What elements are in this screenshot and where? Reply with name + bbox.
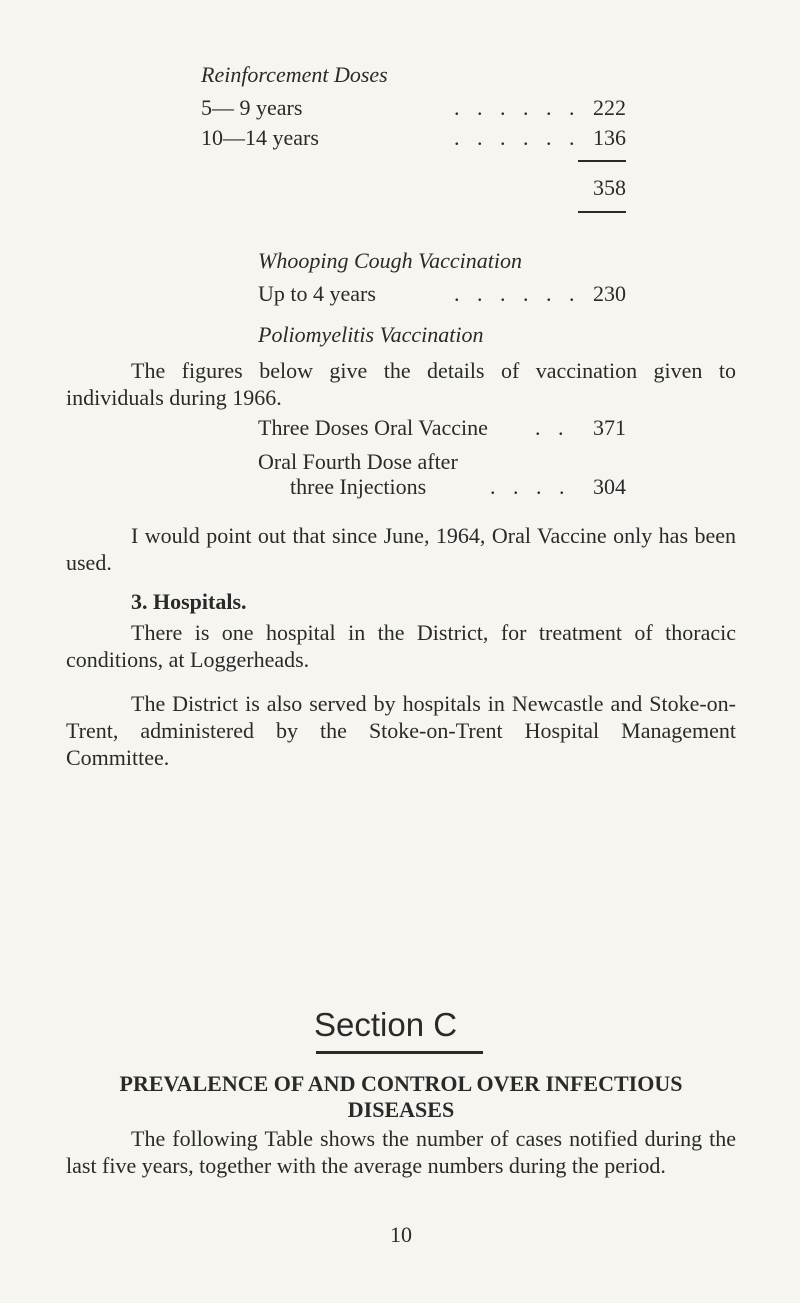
reinforcement-row-label: 5— 9 years <box>201 95 303 120</box>
hospitals-paragraph: The District is also served by hospitals in Newcastle and Stoke-on-Trent, administered by the Stoke-on-Trent Hospital Management Committee. <box>66 691 736 770</box>
reinforcement-row-label: 10—14 years <box>201 125 319 150</box>
polio-note: I would point out that since June, 1964, Oral Vaccine only has been used. <box>66 523 736 575</box>
polio-heading: Poliomyelitis Vaccination <box>258 322 484 347</box>
polio-row-label: Oral Fourth Dose after <box>258 449 458 474</box>
leader-dots: . . . . . . <box>454 95 581 120</box>
reinforcement-heading: Reinforcement Doses <box>201 62 388 87</box>
polio-row-label: Three Doses Oral Vaccine <box>258 415 488 440</box>
leader-dots: . . . . . . <box>454 281 581 306</box>
leader-dots: . . . . <box>490 474 571 499</box>
hospitals-paragraph: There is one hospital in the District, for treatment of thoracic conditions, at Loggerheads. <box>66 620 736 672</box>
leader-dots: . . . . . . <box>454 125 581 150</box>
polio-intro: The figures below give the details of vaccination given to individuals during 1966. <box>66 358 736 410</box>
reinforcement-row-value: 136 <box>593 125 626 150</box>
sum-rule <box>578 160 626 162</box>
polio-row-value: 371 <box>593 415 626 440</box>
polio-row-label-cont: three Injections <box>290 474 427 499</box>
page-number: 10 <box>390 1222 412 1247</box>
reinforcement-total: 358 <box>593 175 626 200</box>
total-rule <box>578 211 626 213</box>
whooping-row-label: Up to 4 years <box>258 281 376 306</box>
section-title-underline <box>316 1051 483 1054</box>
polio-row-value: 304 <box>593 474 626 499</box>
hospitals-heading: 3. Hospitals. <box>131 589 247 614</box>
section-heading: PREVALENCE OF AND CONTROL OVER INFECTIOUS <box>119 1071 683 1096</box>
whooping-row-value: 230 <box>593 281 626 306</box>
section-paragraph: The following Table shows the number of cases notified during the last five years, together with the average numbers during the period. <box>66 1126 736 1178</box>
leader-dots: . . <box>535 415 570 440</box>
section-title: Section C <box>314 1006 458 1043</box>
reinforcement-row-value: 222 <box>593 95 626 120</box>
whooping-heading: Whooping Cough Vaccination <box>258 248 522 273</box>
section-heading-cont: DISEASES <box>347 1097 455 1122</box>
